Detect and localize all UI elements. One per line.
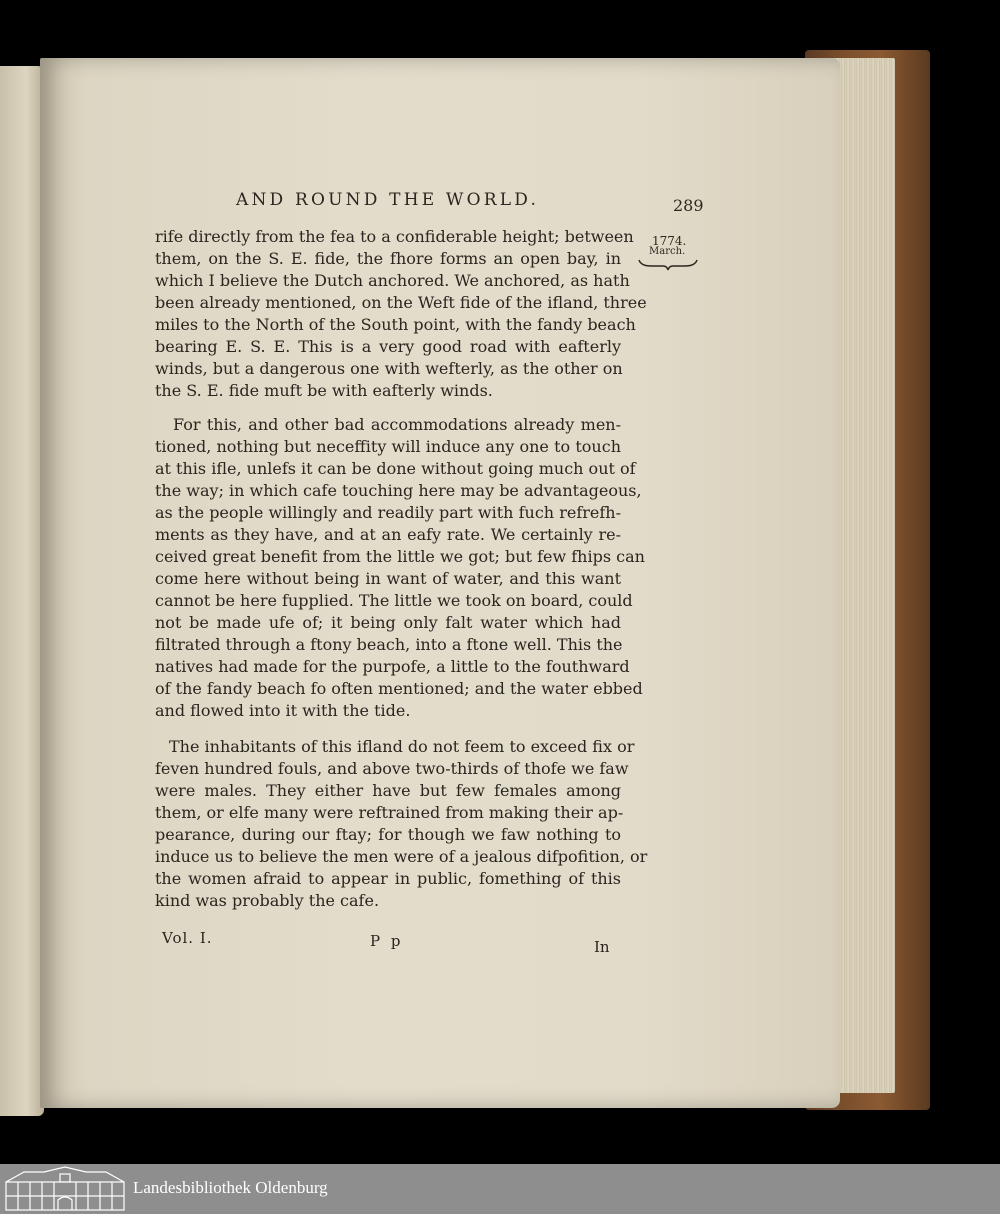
text-line: pearance, during our ftay; for though we faw nothing to [155, 825, 621, 844]
text-line: of the fandy beach fo often mentioned; and the water ebbed [155, 679, 643, 698]
margin-note-year: 1774. [652, 234, 687, 248]
text-line: ceived great benefit from the little we got; but few fhips can [155, 547, 645, 566]
library-name: Landesbibliothek Oldenburg [133, 1178, 328, 1197]
text-line: been already mentioned, on the Weft fide of the ifland, three [155, 293, 647, 312]
library-bar [0, 1164, 1000, 1214]
text-line: winds, but a dangerous one with wefterly, as the other on [155, 359, 623, 378]
text-line: For this, and other bad accommodations already men- [173, 415, 621, 434]
running-head: AND ROUND THE WORLD. [236, 190, 540, 210]
text-line: kind was probably the cafe. [155, 891, 380, 910]
text-line: The inhabitants of this ifland do not feem to exceed fix or [169, 737, 635, 756]
page-number: 289 [673, 196, 704, 215]
text-line: miles to the North of the South point, with the fandy beach [155, 315, 636, 334]
margin-brace-icon [637, 258, 699, 272]
text-line: the women afraid to appear in public, fomething of this [155, 869, 621, 888]
text-line: rife directly from the fea to a confiderable height; between [155, 227, 634, 246]
text-line: ments as they have, and at an eafy rate. We certainly re- [155, 525, 621, 544]
text-line: were males. They either have but few females among [155, 781, 621, 800]
paragraph-1 [155, 226, 647, 402]
text-line: as the people willingly and readily part with fuch refrefh- [155, 503, 621, 522]
left-page-edge [0, 66, 44, 1116]
text-line: at this ifle, unlefs it can be done without going much out of [155, 459, 636, 478]
footer-signature: P p [370, 932, 404, 950]
text-line: come here without being in want of water, and this want [155, 569, 621, 588]
text-line: tioned, nothing but neceffity will induce any one to touch [155, 437, 621, 456]
library-building-icon [4, 1166, 126, 1212]
paragraph-3 [155, 736, 648, 912]
footer-catchword: In [594, 938, 610, 956]
text-line: the way; in which cafe touching here may be advantageous, [155, 481, 642, 500]
text-line: which I believe the Dutch anchored. We anchored, as hath [155, 271, 630, 290]
text-line: feven hundred fouls, and above two-thirds of thofe we faw [155, 759, 629, 778]
text-line: cannot be here fupplied. The little we took on board, could [155, 591, 633, 610]
text-line: induce us to believe the men were of a jealous difpofition, or [155, 847, 648, 866]
paragraph-2 [155, 414, 645, 722]
text-line: them, on the S. E. fide, the fhore forms an open bay, in [155, 249, 621, 268]
footer-volume: Vol. I. [162, 929, 213, 947]
text-line: the S. E. fide muft be with eafterly winds. [155, 381, 493, 400]
text-line: them, or elfe many were reftrained from making their ap- [155, 803, 624, 822]
text-line: bearing E. S. E. This is a very good road with eafterly [155, 337, 621, 356]
text-line: filtrated through a ftony beach, into a ftone well. This the [155, 635, 623, 654]
text-line: natives had made for the purpofe, a little to the fouthward [155, 657, 630, 676]
margin-note-month: March. [649, 246, 686, 257]
text-line: and flowed into it with the tide. [155, 701, 411, 720]
text-line: not be made ufe of; it being only falt water which had [155, 613, 621, 632]
